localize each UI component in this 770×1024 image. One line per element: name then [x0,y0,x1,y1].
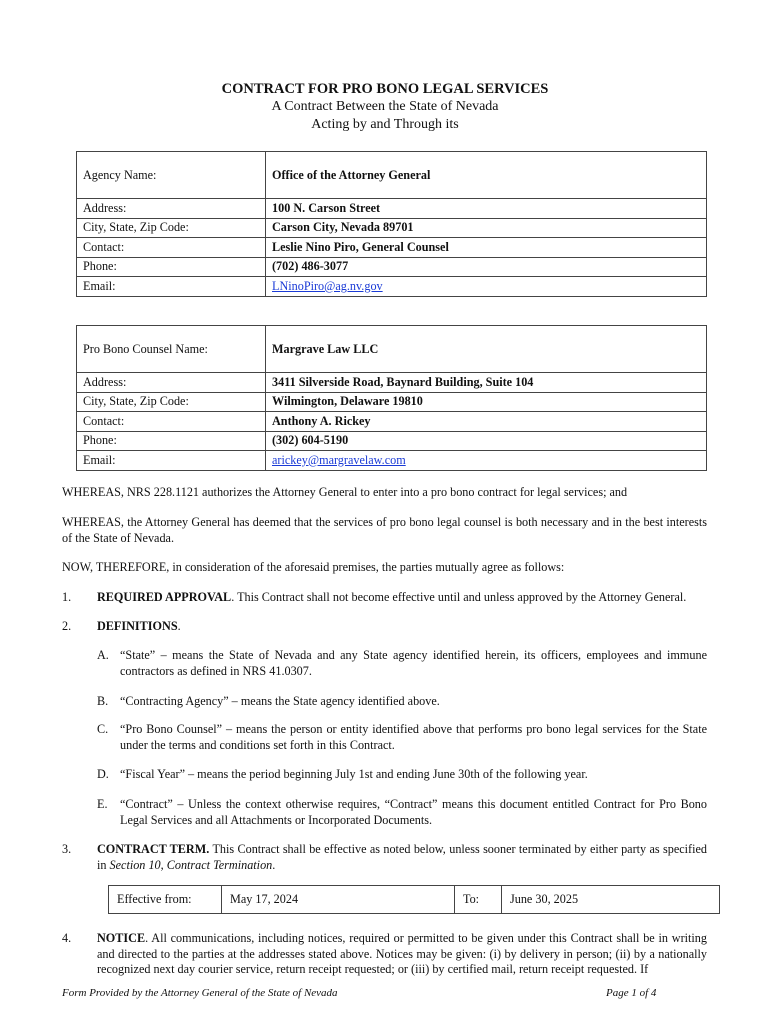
section-4-heading: NOTICE [97,931,146,945]
table-row [77,326,707,373]
definition-a-text: “State” – means the State of Nevada and any State agency identified herein, its officers, employees and immune contractors as defined in NRS 41.0307. [120,648,707,678]
agency-info-table [76,151,707,297]
section-1-heading: REQUIRED APPROVAL [97,590,232,604]
whereas-paragraph-1: WHEREAS, NRS 228.1121 authorizes the Attorney General to enter into a pro bono contract for legal services; and [62,485,628,499]
title-line-3: Acting by and Through its [311,117,459,132]
table-row [77,277,707,297]
definition-d-letter: D. [97,767,109,781]
agency-contact-label: Contact: [77,238,266,258]
definition-b-text: “Contracting Agency” – means the State agency identified above. [120,694,440,708]
section-4-number: 4. [62,931,72,945]
section-3-number: 3. [62,842,72,856]
agency-phone-label: Phone: [77,257,266,277]
agency-name-value: Office of the Attorney General [266,152,707,199]
section-1-number: 1. [62,590,72,604]
effective-from-label: Effective from: [109,886,222,914]
table-row [77,392,707,412]
footer-form-note: Form Provided by the Attorney General of the State of Nevada [62,987,338,999]
section-2-number: 2. [62,619,72,633]
therefore-paragraph: NOW, THEREFORE, in consideration of the aforesaid premises, the parties mutually agree as follows: [62,560,565,574]
section-1-text: . This Contract shall not become effective until and unless approved by the Attorney General. [231,590,687,604]
table-row [77,451,707,471]
table-row [77,412,707,432]
table-row [77,218,707,238]
table-row [77,431,707,451]
counsel-email-cell [266,451,707,471]
counsel-info-table [76,325,707,471]
agency-name-label: Agency Name: [77,152,266,199]
counsel-phone-label: Phone: [77,431,266,451]
agency-city-value: Carson City, Nevada 89701 [266,218,707,238]
section-3 [97,842,707,873]
table-row [77,257,707,277]
table-row [77,373,707,393]
section-3-text: This Contract shall be effective as noted below, unless sooner terminated by either party as specified in [97,842,707,872]
definition-a-letter: A. [97,648,109,662]
definition-e-letter: E. [97,797,108,811]
section-3-end: . [272,857,276,872]
counsel-city-value: Wilmington, Delaware 19810 [266,392,707,412]
document-title [0,80,770,134]
definition-d-text: “Fiscal Year” – means the period beginning July 1st and ending June 30th of the following year. [120,767,588,781]
agency-contact-value: Leslie Nino Piro, General Counsel [266,238,707,258]
counsel-address-label: Address: [77,373,266,393]
agency-email-label: Email: [77,277,266,297]
table-row [77,238,707,258]
section-1 [97,590,707,606]
agency-address-value: 100 N. Carson Street [266,199,707,219]
contract-term-table [108,885,720,914]
agency-phone-value: (702) 486-3077 [266,257,707,277]
counsel-email-link[interactable]: arickey@margravelaw.com [272,452,406,467]
definition-b-letter: B. [97,694,109,708]
footer-page-number: Page 1 of 4 [606,987,657,999]
counsel-contact-value: Anthony A. Rickey [266,412,707,432]
section-3-heading: CONTRACT TERM. [97,842,210,856]
agency-address-label: Address: [77,199,266,219]
effective-to-label: To: [455,886,502,914]
counsel-address-value: 3411 Silverside Road, Baynard Building, Suite 104 [266,373,707,393]
whereas-paragraph-2: WHEREAS, the Attorney General has deemed that the services of pro bono legal counsel is both necessary and in the best interests of the State of Nevada. [62,515,707,545]
counsel-phone-value: (302) 604-5190 [266,431,707,451]
section-4 [97,931,707,978]
table-row [77,152,707,199]
counsel-email-label: Email: [77,451,266,471]
table-row [109,886,720,914]
counsel-city-label: City, State, Zip Code: [77,392,266,412]
agency-city-label: City, State, Zip Code: [77,218,266,238]
definition-c-letter: C. [97,722,109,736]
agency-email-link[interactable]: LNinoPiro@ag.nv.gov [272,278,383,293]
table-row [77,199,707,219]
counsel-name-label: Pro Bono Counsel Name: [77,326,266,373]
title-line-2: A Contract Between the State of Nevada [271,99,499,114]
counsel-name-value: Margrave Law LLC [266,326,707,373]
section-2-heading: DEFINITIONS [97,619,178,633]
section-2-text: . [177,619,181,633]
effective-from-value: May 17, 2024 [222,886,455,914]
agency-email-cell [266,277,707,297]
counsel-contact-label: Contact: [77,412,266,432]
definition-e-text: “Contract” – Unless the context otherwise requires, “Contract” means this document entitled Contract for Pro Bono Legal Services and all Attachments or Incorporated Documents. [120,797,707,827]
section-3-reference: Section 10, Contract Termination [109,857,273,872]
section-4-text: . All communications, including notices, required or permitted to be given under this Contract shall be in writing and directed to the parties at the addresses stated above. Notices may be given: (i) by delivery in person; (ii) by a nationally recognized next day courier service, return receipt requested; or (iii) by certified mail, return receipt requested. If [97,931,707,976]
title-line-1: CONTRACT FOR PRO BONO LEGAL SERVICES [221,81,549,97]
definition-c-text: “Pro Bono Counsel” – means the person or entity identified above that performs pro bono legal services for the State under the terms and conditions set forth in this Contract. [120,722,707,752]
section-2 [97,619,707,635]
effective-to-value: June 30, 2025 [502,886,720,914]
